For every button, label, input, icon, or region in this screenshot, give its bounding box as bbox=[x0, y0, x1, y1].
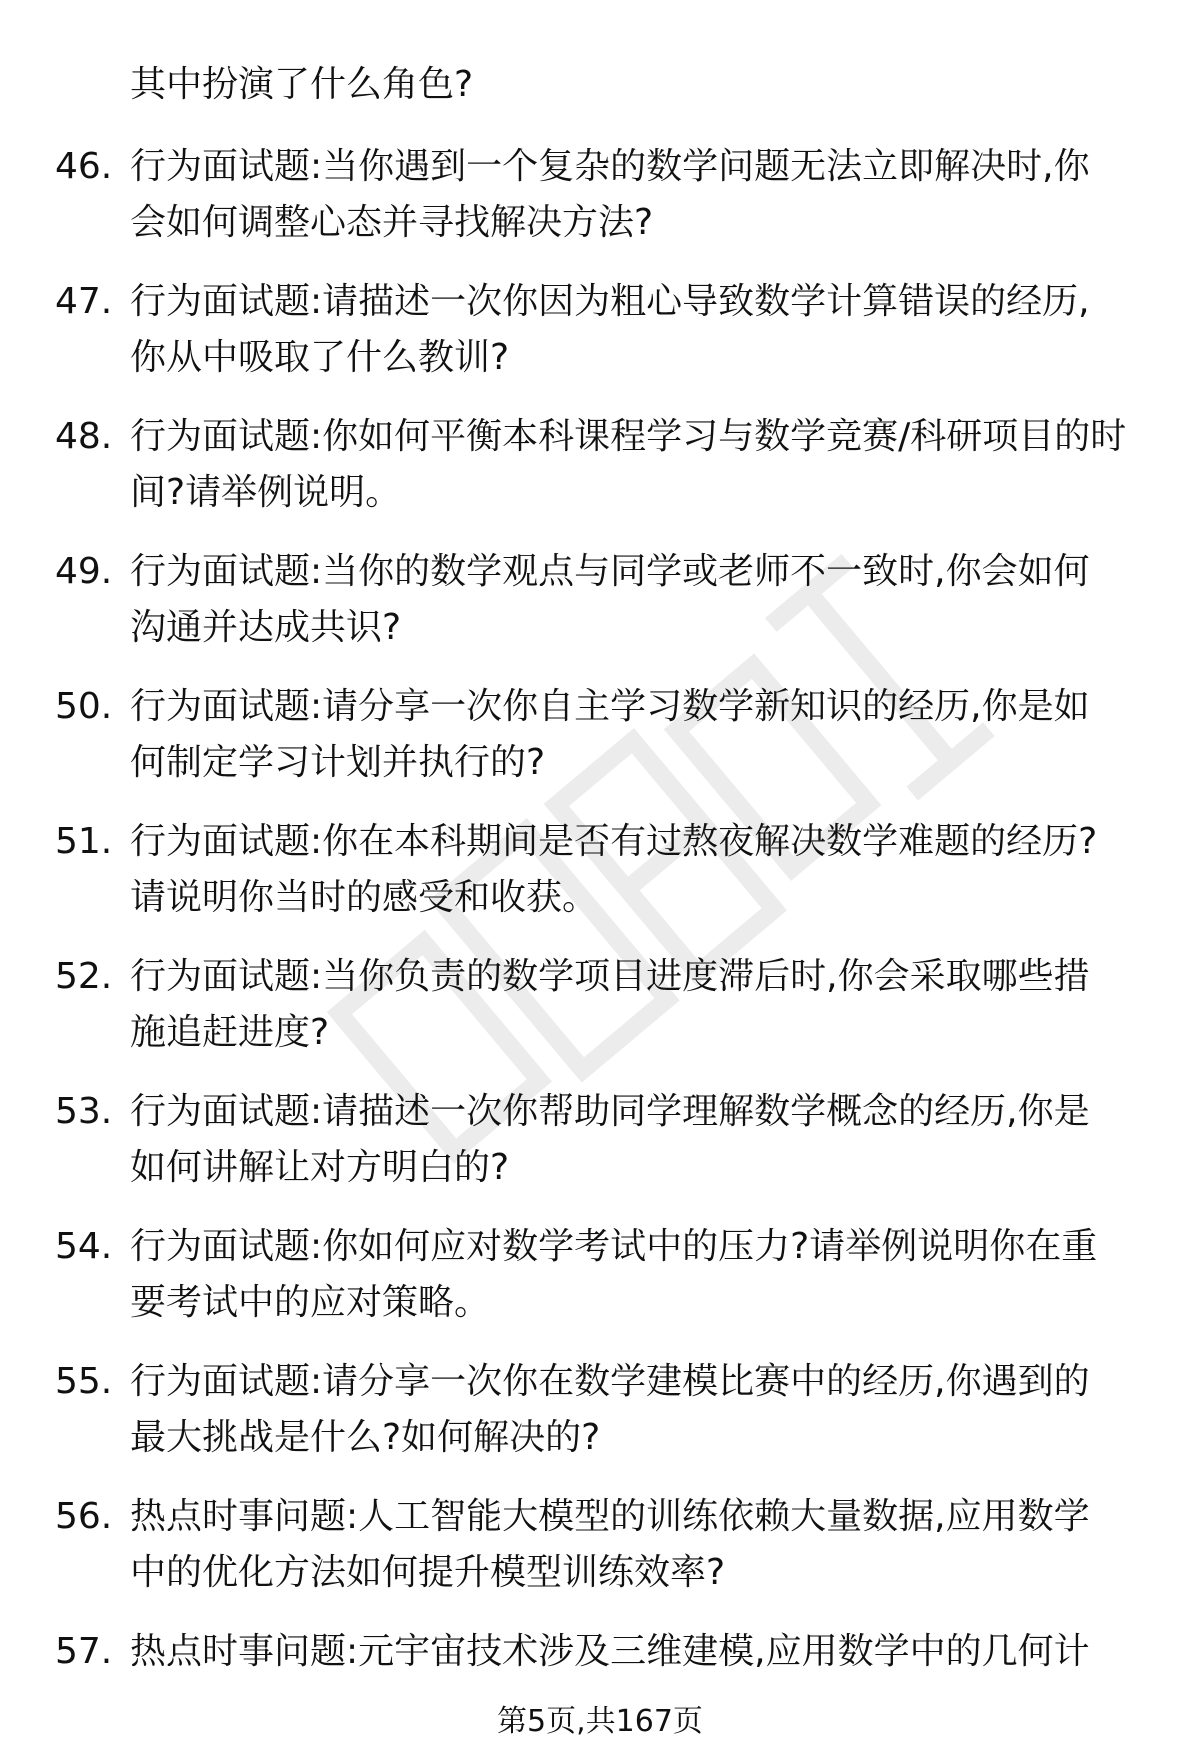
question-item bbox=[0, 679, 1200, 814]
question-text bbox=[130, 139, 1140, 251]
question-text-line: 中的优化方法如何提升模型训练效率? bbox=[130, 1552, 726, 1593]
question-text-line: 请说明你当时的感受和收获。 bbox=[130, 877, 599, 918]
question-text-line: 沟通并达成共识? bbox=[130, 607, 402, 648]
question-text-line: 行为面试题:当你负责的数学项目进度滞后时,你会采取哪些措 bbox=[130, 956, 1090, 997]
question-text bbox=[130, 1219, 1140, 1331]
question-text bbox=[130, 949, 1140, 1061]
page-footer: 第5页,共167页 bbox=[497, 1704, 703, 1739]
question-text-line: 行为面试题:请分享一次你在数学建模比赛中的经历,你遇到的 bbox=[130, 1361, 1090, 1402]
question-text-line: 间?请举例说明。 bbox=[130, 472, 402, 513]
question-text-line: 行为面试题:请分享一次你自主学习数学新知识的经历,你是如 bbox=[130, 686, 1090, 727]
question-item bbox=[0, 1084, 1200, 1219]
question-text-line: 行为面试题:你如何平衡本科课程学习与数学竞赛/科研项目的时 bbox=[130, 416, 1127, 457]
question-text-line: 施追赶进度? bbox=[130, 1012, 330, 1053]
question-text-line: 何制定学习计划并执行的? bbox=[130, 742, 546, 783]
question-text-line: 会如何调整心态并寻找解决方法? bbox=[130, 202, 654, 243]
question-text-line: 行为面试题:请描述一次你因为粗心导致数学计算错误的经历, bbox=[130, 281, 1090, 322]
continuation-line: 其中扮演了什么角色? bbox=[130, 64, 474, 105]
question-text-line: 行为面试题:你如何应对数学考试中的压力?请举例说明你在重 bbox=[130, 1226, 1098, 1267]
question-text bbox=[130, 1489, 1140, 1601]
question-number: 49. bbox=[55, 551, 113, 592]
question-text-line: 行为面试题:请描述一次你帮助同学理解数学概念的经历,你是 bbox=[130, 1091, 1090, 1132]
question-text-line: 你从中吸取了什么教训? bbox=[130, 337, 510, 378]
question-item bbox=[0, 1219, 1200, 1354]
question-text bbox=[130, 814, 1140, 926]
question-number: 54. bbox=[55, 1226, 113, 1267]
question-number: 57. bbox=[55, 1631, 113, 1672]
question-item bbox=[0, 814, 1200, 949]
question-text-line: 要考试中的应对策略。 bbox=[130, 1282, 491, 1323]
question-number: 56. bbox=[55, 1496, 113, 1537]
question-list bbox=[0, 139, 1200, 1759]
question-item bbox=[0, 1489, 1200, 1624]
question-item bbox=[0, 544, 1200, 679]
question-number: 46. bbox=[55, 146, 113, 187]
question-text bbox=[130, 409, 1140, 521]
question-text-line: 最大挑战是什么?如何解决的? bbox=[130, 1417, 601, 1458]
question-item bbox=[0, 139, 1200, 274]
question-item bbox=[0, 1354, 1200, 1489]
question-number: 48. bbox=[55, 416, 113, 457]
question-text-line: 行为面试题:你在本科期间是否有过熬夜解决数学难题的经历? bbox=[130, 821, 1098, 862]
question-text bbox=[130, 1354, 1140, 1466]
question-number: 50. bbox=[55, 686, 113, 727]
question-number: 51. bbox=[55, 821, 113, 862]
question-text bbox=[130, 679, 1140, 791]
question-text-line: 行为面试题:当你遇到一个复杂的数学问题无法立即解决时,你 bbox=[130, 146, 1090, 187]
question-text-line: 行为面试题:当你的数学观点与同学或老师不一致时,你会如何 bbox=[130, 551, 1090, 592]
question-item bbox=[0, 409, 1200, 544]
question-text bbox=[130, 544, 1140, 656]
question-text bbox=[130, 1624, 1140, 1680]
question-item bbox=[0, 949, 1200, 1084]
question-number: 55. bbox=[55, 1361, 113, 1402]
question-number: 52. bbox=[55, 956, 113, 997]
question-text bbox=[130, 274, 1140, 386]
question-text-line: 热点时事问题:元宇宙技术涉及三维建模,应用数学中的几何计 bbox=[130, 1631, 1090, 1672]
question-item bbox=[0, 274, 1200, 409]
question-text-line: 热点时事问题:人工智能大模型的训练依赖大量数据,应用数学 bbox=[130, 1496, 1090, 1537]
question-text-line: 如何讲解让对方明白的? bbox=[130, 1147, 510, 1188]
question-number: 47. bbox=[55, 281, 113, 322]
question-text bbox=[130, 1084, 1140, 1196]
question-number: 53. bbox=[55, 1091, 113, 1132]
